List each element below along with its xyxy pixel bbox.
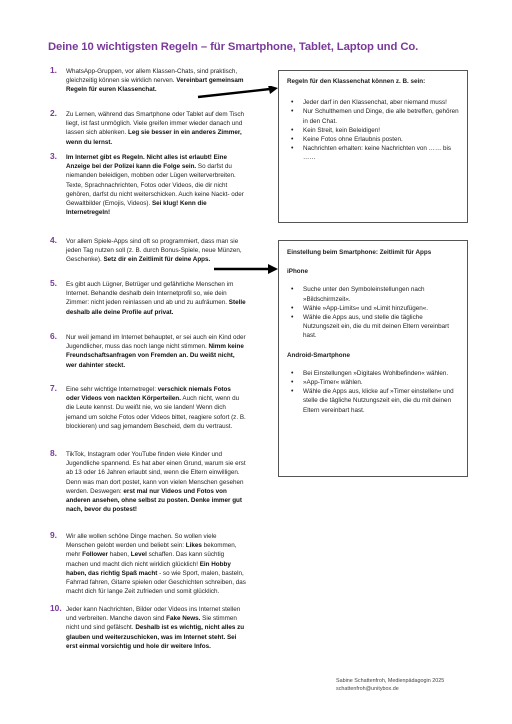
rule-text-bold: verschick niemals Fotos oder Videos von nackten Körperteilen. bbox=[66, 386, 231, 403]
rule-number: 7. bbox=[50, 383, 57, 393]
list-item: • Wähle die Apps aus, und stelle die tägliche Nutzungszeit ein, die du mit deinen Eltern vereinbart hast. bbox=[287, 313, 459, 341]
rule-text-part: Eine sehr wichtige Internetregel: bbox=[66, 386, 158, 393]
rule-text bbox=[66, 110, 246, 147]
rule-item bbox=[50, 385, 246, 431]
footer-credit bbox=[336, 677, 496, 693]
page-title: Deine 10 wichtigsten Regeln – für Smartphone, Tablet, Laptop und Co. bbox=[48, 41, 419, 53]
rule-text-bold: Fake News. bbox=[166, 615, 201, 623]
rule-text bbox=[66, 237, 246, 265]
list-item: • Suche unter den Symboleinstellungen nach »Bildschirmzeit«. bbox=[287, 285, 459, 303]
list-item: • Wähle »App-Limits« und »Limit hinzufügen«. bbox=[287, 304, 459, 313]
rule-text-part: Jeder kann Nachrichten, Bilder oder Videos ins Internet stellen und verbreiten. Manche davon sind bbox=[66, 606, 241, 623]
list-item: • Bei Einstellungen »Digitales Wohlbefinden« wählen. bbox=[287, 369, 459, 378]
iphone-steps-list bbox=[287, 285, 459, 340]
list-item: • Keine Fotos ohne Erlaubnis posten. bbox=[287, 135, 459, 144]
rule-text-bold: Follower bbox=[82, 551, 108, 559]
list-item: • Nachrichten erhalten: keine Nachrichten von …… bis …… bbox=[287, 144, 459, 162]
list-item: • »App-Timer« wählen. bbox=[287, 378, 459, 387]
rule-item bbox=[50, 110, 246, 147]
list-item: • Kein Streit, kein Beleidigen! bbox=[287, 126, 459, 135]
rule-text-bold: Stelle deshalb alle deine Profile auf privat. bbox=[66, 299, 246, 316]
rule-text bbox=[66, 153, 246, 217]
classchat-rules-list bbox=[287, 98, 459, 162]
rule-item bbox=[50, 450, 246, 514]
rule-text-part: Es gibt auch Lügner, Betrüger und gefährliche Menschen im Internet. Behandle deshalb dein Internetprofil so, wie dein Zimmer: nicht jeden reinlassen und ab und zu aufräumen. bbox=[66, 281, 234, 307]
footer-email: schattenfroh@unitybox.de bbox=[336, 686, 399, 693]
app-timelimit-box bbox=[278, 240, 468, 477]
rule-item bbox=[50, 280, 246, 317]
rule-text-part: Nur weil jemand im Internet behauptet, er sei auch ein Kind oder Jugendlicher, muss das noch lange nicht stimmen. bbox=[66, 334, 246, 351]
rule-item bbox=[50, 153, 246, 217]
rule-text-bold: Level bbox=[130, 551, 147, 559]
rule-text-part: Zu Lernen, während das Smartphone oder Tablet auf dem Tisch liegt, ist fast unmöglich. Viele greifen immer wieder danach und lassen sich ablenken. bbox=[66, 111, 245, 137]
rule-item bbox=[50, 605, 246, 651]
rule-text-bold: Nimm keine Freundschaftsanfragen von Fremden an. Du weißt nicht, wer dahinter steckt. bbox=[66, 343, 244, 369]
rule-number: 10. bbox=[50, 603, 62, 613]
rule-number: 8. bbox=[50, 448, 57, 458]
rule-text-part: So darfst du niemanden beleidigen, mobben oder Lügen weiterverbreiten. Texte, Sprachnachrichten, Fotos oder Videos, die dir nicht gehören, darfst du nicht weiterschicken. Auch keine Nackt- oder Gewaltbilder (Emojis, Videos). bbox=[66, 163, 244, 208]
rule-number: 4. bbox=[50, 235, 57, 245]
rule-text-bold: erst mal nur Videos und Fotos von anderen ansehen, ohne selbst zu posten. Denke immer gut nach, bevor du postest! bbox=[66, 487, 243, 514]
classchat-rules-box bbox=[278, 70, 468, 223]
rule-text bbox=[66, 333, 246, 370]
rule-text bbox=[66, 450, 246, 514]
rule-text-bold: Ein Hobby haben, das richtig Spaß macht bbox=[66, 560, 231, 577]
rule-number: 5. bbox=[50, 278, 57, 288]
rule-text-part: haben, bbox=[108, 551, 131, 559]
arrow-to-timelimit-box bbox=[212, 262, 280, 276]
rule-text-part: Auch nicht, wenn du die Leute kennst. Du weißt nie, wo sie landen! Wenn dich jemand um solche Fotos oder Videos bittet, reagiere sofort (z. B. blockieren) und sag jemandem Bescheid, dem du vertraust. bbox=[66, 395, 246, 430]
android-steps-list bbox=[287, 369, 459, 415]
rule-text-part: TikTok, Instagram oder YouTube finden viele Kinder und Jugendliche spannend. Es hat aber einen Grund, warum sie erst ab 13 oder 16 Jahren erlaubt sind, wenn die Eltern einwilligen. Denn was man dort postet, kann von vielen Menschen gesehen werden. Deswegen: bbox=[66, 451, 246, 495]
rule-text-part: Wir alle wollen schöne Dinge machen. So wollen viele Menschen gelobt werden und beliebt sein: bbox=[66, 533, 217, 550]
rule-text-bold: Sei klug! Kenn die Internetregeln! bbox=[66, 200, 207, 217]
rule-number: 1. bbox=[50, 65, 57, 75]
list-item: • Wähle die Apps aus, klicke auf »Timer einstellen« und stelle die tägliche Nutzungszeit ein, die du mit deinen Eltern vereinbart hast. bbox=[287, 387, 459, 415]
iphone-label: iPhone bbox=[287, 268, 308, 276]
rule-text-bold: Im Internet gibt es Regeln. Nicht alles ist erlaubt! Eine Anzeige bei der Polizei kann die Folge sein. bbox=[66, 154, 227, 171]
list-item: • Jeder darf in den Klassenchat, aber niemand muss! bbox=[287, 98, 459, 107]
android-label: Android-Smartphone bbox=[287, 351, 350, 359]
rule-text-part: bekommen, mehr bbox=[66, 542, 237, 559]
rule-text-bold: Vereinbart gemeinsam Regeln für euren Klassenchat. bbox=[66, 77, 244, 94]
rule-number: 3. bbox=[50, 151, 57, 161]
rule-text-bold: Likes bbox=[185, 542, 202, 550]
rule-text-bold: Deshalb ist es wichtig, nicht alles zu glauben und weiterzuschicken, was im Internet steht. Sei erst einmal vorsichtig und hole dir weitere Infos. bbox=[66, 624, 245, 650]
rule-text-bold: Leg sie besser in ein anderes Zimmer, wenn du lernst. bbox=[66, 129, 242, 146]
rule-text-part: Sie stimmen nicht und sind gefälscht. bbox=[66, 615, 237, 632]
list-item: • Nur Schulthemen und Dinge, die alle betreffen, gehören in den Chat. bbox=[287, 107, 459, 125]
rule-item bbox=[50, 532, 246, 596]
arrow-to-classchat-box bbox=[196, 86, 280, 100]
app-timelimit-heading: Einstellung beim Smartphone: Zeitlimit für Apps bbox=[287, 249, 432, 256]
rule-text bbox=[66, 605, 246, 651]
rule-text bbox=[66, 532, 246, 596]
rule-text bbox=[66, 385, 246, 431]
rule-text-part: Vor allem Spiele-Apps sind oft so programmiert, dass man sie jeden Tag nutzen soll (z. B. durch Bonus-Spiele, neue Münzen, Geschenke). bbox=[66, 238, 242, 264]
rule-item bbox=[50, 333, 246, 370]
rule-text-bold: Setz dir ein Zeitlimit für deine Apps. bbox=[103, 256, 211, 264]
rule-item bbox=[50, 237, 246, 265]
rule-text bbox=[66, 280, 246, 317]
rule-text-part: schaffen. Das kann süchtig machen und macht dich nicht wirklich glücklich! bbox=[66, 551, 225, 568]
rule-number: 9. bbox=[50, 530, 57, 540]
rule-number: 2. bbox=[50, 108, 57, 118]
rule-number: 6. bbox=[50, 331, 57, 341]
classchat-rules-heading: Regeln für den Klassenchat können z. B. sein: bbox=[287, 78, 426, 85]
footer-author: Sabine Schattenfroh, Medienpädagogin 2025 bbox=[336, 678, 445, 684]
rule-text-part: WhatsApp-Gruppen, vor allem Klassen-Chats, sind praktisch, gleichzeitig können sie wirklich nerven. bbox=[66, 68, 238, 85]
rule-text-part: - so wie Sport, malen, basteln, Fahrrad fahren, Gitarre spielen oder Geschichten schreiben, das macht dich für lange Zeit zufrieden und somit glücklich. bbox=[66, 569, 246, 596]
